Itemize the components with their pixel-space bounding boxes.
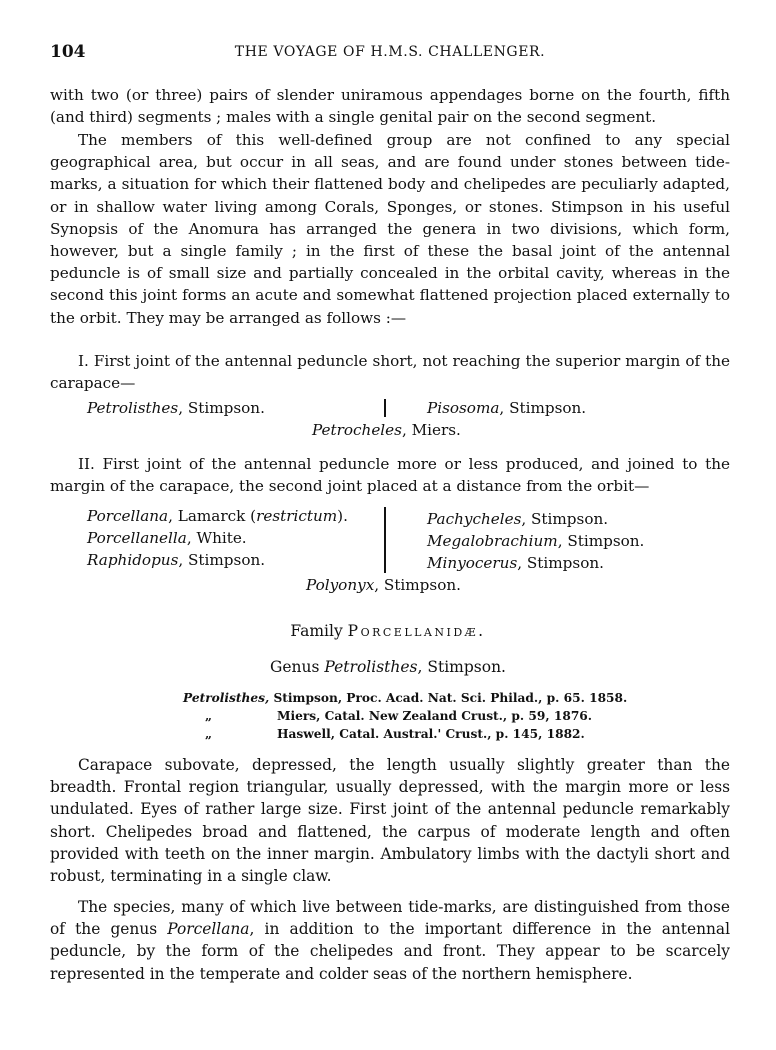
genus-name: Polyonyx (306, 576, 375, 594)
genus-entry-megalobrachium (427, 530, 644, 552)
paragraph-continuation: with two (or three) pairs of slender uniramous appendages borne on the fourth, fifth (and third) segments ; males with a single genital pair on the second segment. (50, 86, 730, 127)
genus-author: , Stimpson. (521, 510, 609, 528)
genus-entry-petrocheles (312, 419, 461, 441)
genus-author: , Stimpson. (178, 399, 265, 417)
genus-entry-porcellana (87, 505, 348, 527)
genus-name: Pachycheles (427, 510, 522, 528)
page-header (50, 42, 730, 66)
synonymy-text: Stimpson, Proc. Acad. Nat. Sci. Philad., p. 65. 1858. (269, 691, 628, 705)
genus-prefix: Genus (270, 658, 325, 676)
division-one-heading: I. First joint of the antennal peduncle short, not reaching the superior margin of the carapace— (50, 352, 730, 393)
species-note-genus: Porcellana (167, 920, 250, 939)
family-name: Porcellanidæ. (347, 622, 486, 640)
synonymy-text: Haswell, Catal. Austral.' Crust., p. 145, 1882. (277, 727, 585, 741)
genus-name: Megalobrachium (427, 532, 558, 550)
column-divider (384, 507, 386, 573)
genus-name: Raphidopus (87, 551, 179, 569)
column-divider (384, 399, 386, 417)
genus-entry-polyonyx (306, 574, 461, 596)
page-number: 104 (50, 42, 86, 62)
genus-name: Petrocheles (312, 421, 402, 439)
synonymy-line (205, 726, 585, 743)
genus-entry-pachycheles (427, 508, 608, 530)
genus-entry-petrolisthes (87, 397, 265, 419)
genus-name: Porcellana (87, 507, 169, 525)
synonymy-text: Miers, Catal. New Zealand Crust., p. 59, 1876. (277, 709, 593, 723)
genus-entry-raphidopus (87, 549, 265, 571)
family-prefix: Family (290, 622, 348, 640)
ditto-mark: „ (205, 709, 213, 723)
species-note-end: , in addition to the important difference in the antennal peduncle, by the form of the chelipedes and front. They appear to be scarcely represented in the temperate and colder seas of the northern hemisphere. (50, 920, 731, 983)
synonymy-line (183, 690, 627, 707)
genus-heading-name: Petrolisthes (324, 658, 418, 676)
genus-entry-pisosoma (427, 397, 586, 419)
genus-author: , Miers. (401, 421, 461, 439)
running-title: THE VOYAGE OF H.M.S. CHALLENGER. (234, 44, 546, 60)
paragraph-group-description: The members of this well-defined group are not confined to any special geographical area, but occur in all seas, and are found under stones between tide-marks, a situation for which their flattened body and chelipedes are peculiarly adapted, or in shallow water living among Corals, Sponges, or stones. Stimpson in his useful Synopsis of the Anomura has arranged the genera in two divisions, which form, however, but a single family ; in the first of these the basal joint of the antennal peduncle is of small size and partially concealed in the orbital cavity, whereas in the second this joint forms an acute and somewhat flattened projection placed externally to the orbit. They may be arranged as follows :— (50, 131, 730, 327)
genus-name: Pisosoma (427, 399, 500, 417)
genus-name: Petrolisthes (87, 399, 179, 417)
division-two-heading: II. First joint of the antennal peduncle more or less produced, and joined to the margin of the carapace, the second joint placed at a distance from the orbit— (50, 455, 730, 496)
genus-author: , Stimpson. (178, 551, 266, 569)
genus-author: , White. (186, 529, 247, 547)
genus-name: Porcellanella (87, 529, 187, 547)
genus-entry-porcellanella (87, 527, 247, 549)
genus-author: , Stimpson. (557, 532, 645, 550)
genus-heading (0, 658, 776, 676)
genus-heading-author: , Stimpson. (417, 658, 506, 676)
ditto-mark: „ (205, 727, 213, 741)
genus-close: ). (337, 507, 348, 525)
paragraph-genus-diagnosis: Carapace subovate, depressed, the length usually slightly greater than the breadth. Frontal region triangular, usually depressed, with the margin more or less undulated. Eyes of rather large size. First joint of the antennal peduncle remarkably short. Chelipedes broad and flattened, the carpus of moderate length and often provided with teeth on the inner margin. Ambulatory limbs with the dactyli short and robust, terminating in a single claw. (50, 756, 730, 886)
genus-name: Minyocerus (427, 554, 518, 572)
paragraph-species-note (50, 896, 730, 985)
species-note-start: The species, many of which live between tide-marks, are distinguished from those of the genus (50, 898, 730, 939)
genus-author: , Stimpson. (374, 576, 461, 594)
genus-qualifier: restrictum (256, 507, 338, 525)
family-heading (0, 622, 776, 640)
genus-entry-minyocerus (427, 552, 604, 574)
genus-author: , Stimpson. (517, 554, 604, 572)
genus-author: , Lamarck ( (168, 507, 257, 525)
synonymy-lead: Petrolisthes, (183, 691, 270, 705)
genus-author: , Stimpson. (499, 399, 587, 417)
synonymy-line (205, 708, 592, 725)
